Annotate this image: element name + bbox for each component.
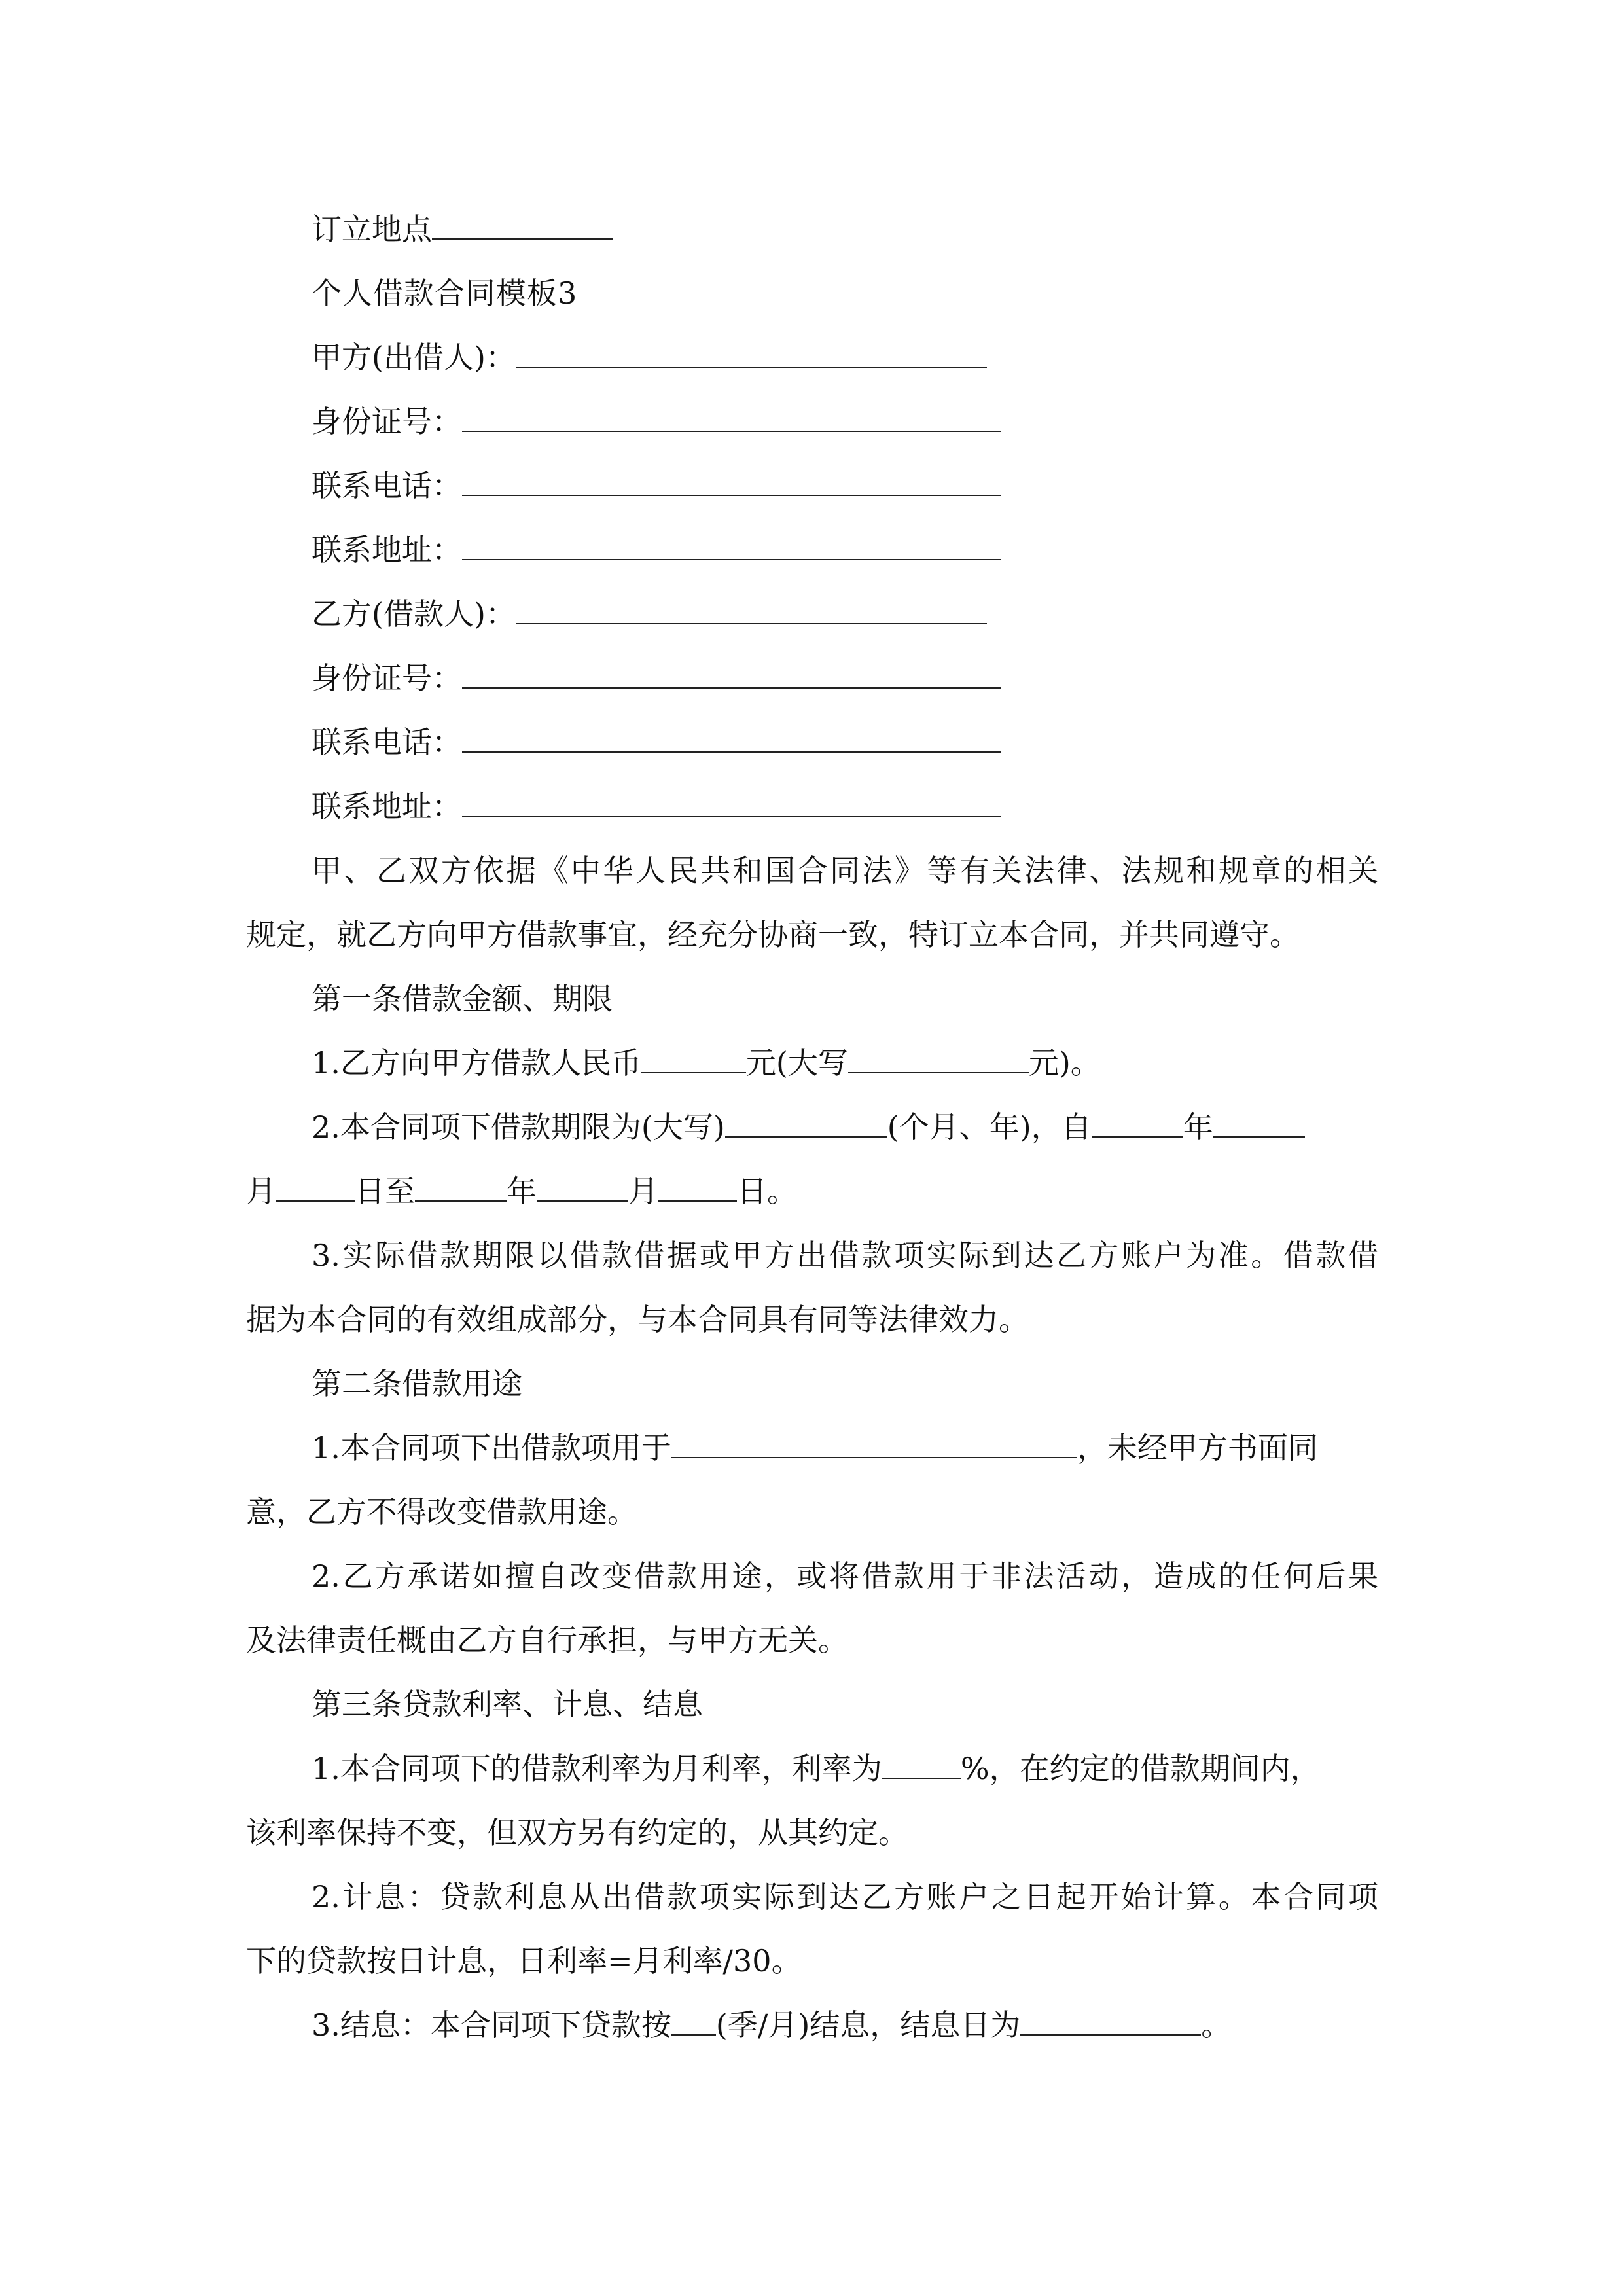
article3-clause1-text-b: %，在约定的借款期间内， (960, 1751, 1321, 1786)
party-b-phone-blank[interactable] (462, 723, 1001, 753)
article2-clause1-line1 (312, 1428, 1318, 1467)
party-a-id-label: 身份证号： (312, 404, 462, 439)
article2-clause1-text-b: ，未经甲方书面同 (1077, 1430, 1318, 1465)
article3-clause3-text-a: 3.结息：本合同项下贷款按 (312, 2007, 671, 2043)
party-b-phone-label: 联系电话： (312, 725, 462, 760)
place-line (312, 209, 613, 249)
article1-clause2-text-e: 日至 (355, 1174, 415, 1209)
article1-clause3-line2: 据为本合同的有效组成部分，与本合同具有同等法律效力。 (246, 1302, 1029, 1337)
start-year-blank[interactable] (1092, 1107, 1183, 1138)
loan-amount-words-blank[interactable] (848, 1043, 1029, 1073)
party-b-id-line (312, 658, 1001, 698)
article1-clause3-line1: 3.实际借款期限以借款借据或甲方出借款项实际到达乙方账户为准。借款借 (312, 1238, 1378, 1273)
article1-heading: 第一条借款金额、期限 (312, 981, 613, 1016)
article2-clause1-line2: 意，乙方不得改变借款用途。 (246, 1494, 637, 1530)
place-label: 订立地点 (312, 211, 432, 247)
party-a-id-line (312, 402, 1001, 441)
article1-clause2-text-h: 日。 (737, 1174, 797, 1209)
party-a-address-blank[interactable] (462, 530, 1001, 560)
party-b-phone-line (312, 723, 1001, 762)
article1-clause2-text-b: (个月、年)，自 (887, 1109, 1092, 1145)
party-a-phone-blank[interactable] (462, 466, 1001, 496)
end-year-blank[interactable] (415, 1172, 507, 1202)
party-a-address-label: 联系地址： (312, 532, 462, 567)
loan-term-blank[interactable] (725, 1107, 887, 1138)
party-a-address-line (312, 530, 1001, 569)
interest-rate-blank[interactable] (882, 1749, 961, 1779)
article1-clause2-text-d: 月 (246, 1174, 276, 1209)
party-b-id-label: 身份证号： (312, 660, 462, 696)
article1-clause2-text-c: 年 (1183, 1109, 1213, 1145)
loan-amount-blank[interactable] (641, 1043, 746, 1073)
place-blank[interactable] (432, 209, 613, 240)
party-b-address-blank[interactable] (462, 787, 1001, 817)
article1-clause2-text-g: 月 (628, 1174, 658, 1209)
party-b-id-blank[interactable] (462, 658, 1001, 689)
start-day-blank[interactable] (276, 1172, 355, 1202)
party-b-label: 乙方(借款人)： (312, 596, 516, 632)
preamble-line-2: 规定，就乙方向甲方借款事宜，经充分协商一致，特订立本合同，并共同遵守。 (246, 917, 1300, 952)
article3-clause1-line2: 该利率保持不变，但双方另有约定的，从其约定。 (246, 1815, 908, 1850)
preamble-line-1: 甲、乙双方依据《中华人民共和国合同法》等有关法律、法规和规章的相关 (312, 853, 1378, 888)
article2-heading: 第二条借款用途 (312, 1366, 522, 1401)
article2-clause1-text-a: 1.本合同项下出借款项用于 (312, 1430, 671, 1465)
party-b-address-line (312, 787, 1001, 826)
article3-clause3 (312, 2005, 1231, 2045)
party-a-line (312, 338, 987, 377)
party-a-label: 甲方(出借人)： (312, 340, 516, 375)
article1-clause1 (312, 1043, 1101, 1083)
document-title: 个人借款合同模板3 (312, 276, 578, 311)
party-a-phone-label: 联系电话： (312, 468, 462, 503)
article1-clause2-line1 (312, 1107, 1305, 1147)
settlement-period-blank[interactable] (671, 2005, 716, 2036)
party-a-phone-line (312, 466, 1001, 505)
party-b-name-blank[interactable] (516, 594, 987, 624)
party-b-line (312, 594, 987, 634)
article3-clause2-line2: 下的贷款按日计息，日利率=月利率/30。 (246, 1943, 802, 1979)
article3-heading: 第三条贷款利率、计息、结息 (312, 1687, 703, 1722)
article1-clause1-text-c: 元)。 (1028, 1045, 1101, 1081)
article1-clause1-text-a: 1.乙方向甲方借款人民币 (312, 1045, 641, 1081)
article3-clause2-line1: 2.计息：贷款利息从出借款项实际到达乙方账户之日起开始计算。本合同项 (312, 1879, 1378, 1914)
loan-purpose-blank[interactable] (671, 1428, 1077, 1458)
start-month-value-blank[interactable] (1213, 1107, 1305, 1138)
end-month-blank[interactable] (537, 1172, 628, 1202)
article1-clause1-text-b: 元(大写 (745, 1045, 848, 1081)
article2-clause2-line2: 及法律责任概由乙方自行承担，与甲方无关。 (246, 1623, 848, 1658)
settlement-date-blank[interactable] (1020, 2005, 1201, 2036)
article1-clause2-text-f: 年 (507, 1174, 537, 1209)
party-a-name-blank[interactable] (516, 338, 987, 368)
article3-clause3-text-b: (季/月)结息，结息日为 (715, 2007, 1021, 2043)
article3-clause1-text-a: 1.本合同项下的借款利率为月利率，利率为 (312, 1751, 882, 1786)
article1-clause2-line2 (246, 1172, 797, 1211)
end-day-blank[interactable] (658, 1172, 737, 1202)
article2-clause2-line1: 2.乙方承诺如擅自改变借款用途，或将借款用于非法活动，造成的任何后果 (312, 1558, 1378, 1594)
party-a-id-blank[interactable] (462, 402, 1001, 432)
article1-clause2-text-a: 2.本合同项下借款期限为(大写) (312, 1109, 725, 1145)
article3-clause1-line1 (312, 1749, 1321, 1788)
party-b-address-label: 联系地址： (312, 789, 462, 824)
article3-clause3-text-c: 。 (1201, 2007, 1232, 2043)
